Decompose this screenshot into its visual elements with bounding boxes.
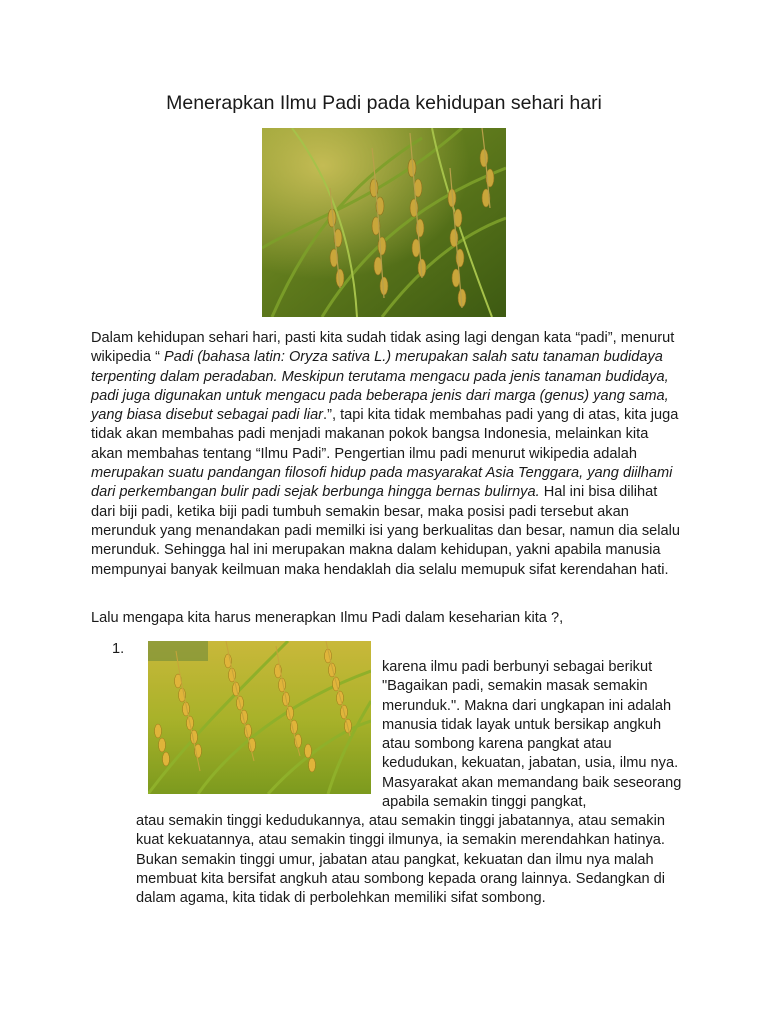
intro-text-c: .”, tapi kita tidak membahas padi yang di atas, kita juga tidak akan membahas padi menjadi makanan pokok bangsa Indonesia, melainkan kita akan membahas tentang “Ilmu Padi”. Pengertian ilmu padi menurut wikipedia adalah [91, 407, 679, 462]
intro-text-a: Dalam kehidupan sehari hari, pasti kita sudah tidak asing lagi dengan kata “padi”, menurut wikipedia “ [91, 330, 675, 366]
page-title: Menerapkan Ilmu Padi pada kehidupan sehari hari [166, 92, 602, 114]
rice-paddy-photo [262, 128, 506, 317]
intro-quote-italic: Padi (bahasa latin: Oryza sativa L.) merupakan salah satu tanaman budidaya terpenting dalam peradaban. Meskipun terutama mengacu pada jenis tanaman budidaya, padi juga digunakan untuk mengacu pada beberapa jenis dari marga (genus) yang sama, yang biasa disebut sebagai padi liar [91, 349, 669, 424]
definition-italic: merupakan suatu pandangan filosofi hidup pada masyarakat Asia Tenggara, yang diilhami dari perkembangan bulir padi sejak berbunga hingga bernas bulirnya. [91, 465, 673, 501]
list-item-1-text: karena ilmu padi berbunyi sebagai berikut "Bagaikan padi, semakin masak semakin merunduk.". Makna dari ungkapan ini adalah manusia tidak layak untuk bersikap angkuh atau sombong karena pangkat atau kedudukan, kekuatan, jabatan, usia, ilmu nya. Masyarakat akan memandang baik seseorang apabila semakin tinggi pangkat, [382, 659, 682, 811]
golden-rice-field-photo [148, 641, 371, 794]
intro-paragraph [91, 329, 681, 580]
question-paragraph: Lalu mengapa kita harus menerapkan Ilmu Padi dalam keseharian kita ?, [91, 610, 564, 626]
list-number: 1. [112, 641, 125, 657]
intro-text-e: Hal ini bisa dilihat dari biji padi, ketika biji padi tumbuh semakin besar, maka posisi padi tersebut akan merunduk yang menandakan padi memilki isi yang berkualitas dan besar, namun dia selalu merunduk. Sehingga hal ini merupakan makna dalam kehidupan, yakni apabila manusia mempunyai banyak keilmuan maka hendaklah dia selalu memupuk sifat kerendahan hati. [91, 484, 680, 578]
list-item-1-continuation: atau semakin tinggi kedudukannya, atau semakin tinggi jabatannya, atau semakin kuat kekuatannya, atau semakin tinggi ilmunya, ia semakin merendahkan hatinya. Bukan semakin tinggi umur, jabatan atau pangkat, kekuatan dan ilmu nya malah membuat kita bersifat angkuh atau sombong kepada orang lainnya. Sedangkan di dalam agama, kita tidak di perbolehkan memiliki sifat sombong. [136, 813, 665, 907]
